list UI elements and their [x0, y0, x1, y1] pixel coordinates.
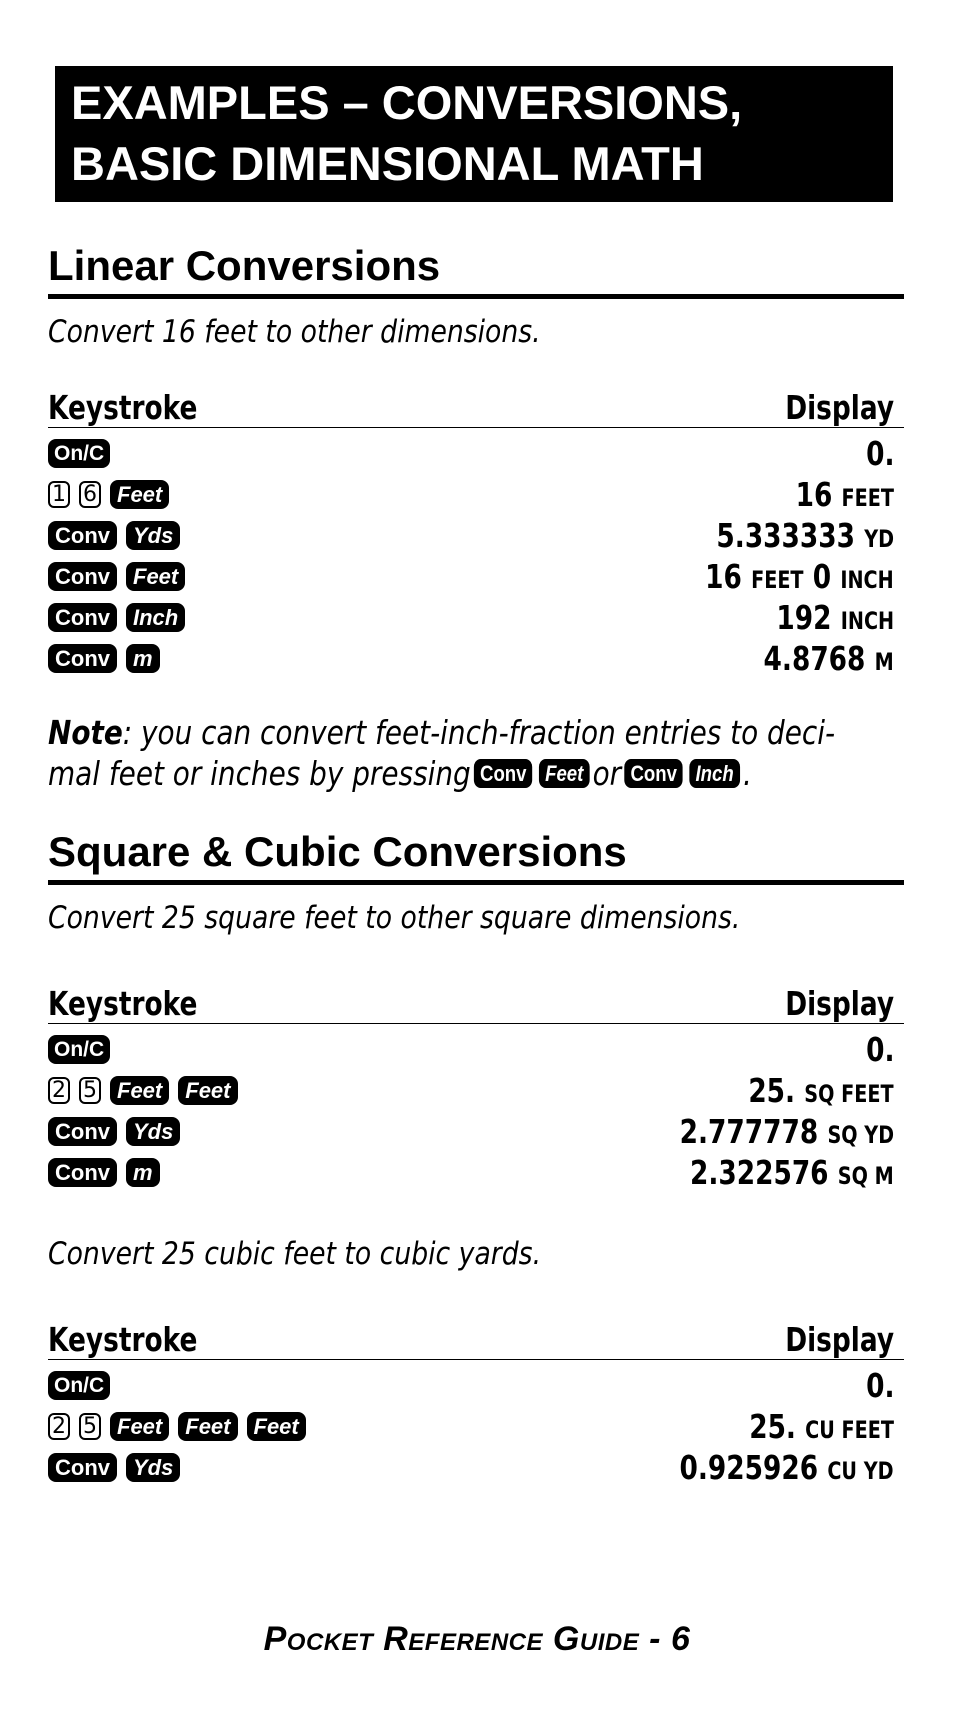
linear-table	[48, 383, 904, 679]
keystroke-column-header: Keystroke	[48, 1320, 198, 1359]
linear-section	[48, 240, 904, 299]
m-key: m	[126, 1158, 160, 1187]
banner-line-1: EXAMPLES – CONVERSIONS,	[71, 76, 743, 129]
display-column-header: Display	[785, 1320, 894, 1359]
cubic-table-header	[48, 1315, 904, 1360]
display-unit: SQ FEET	[804, 1080, 894, 1108]
feet-key: Feet	[247, 1412, 306, 1441]
on-c-key: On/C	[48, 439, 110, 468]
display-unit: SQ YD	[827, 1121, 894, 1149]
display-value: 192	[776, 598, 832, 637]
feet-key: Feet	[178, 1076, 237, 1105]
keystroke-column-header: Keystroke	[48, 984, 198, 1023]
cubic-intro: Convert 25 cubic feet to cubic yards.	[48, 1236, 542, 1272]
linear-intro: Convert 16 feet to other dimensions.	[48, 314, 541, 350]
table-row	[48, 1406, 904, 1447]
digit-1-key: 1	[48, 481, 70, 508]
display-value: 2.777778	[679, 1112, 819, 1151]
conv-key: Conv	[48, 562, 117, 591]
conversion-note	[48, 712, 893, 794]
table-row	[48, 1447, 904, 1488]
inch-key: Inch	[690, 759, 740, 788]
on-c-key: On/C	[48, 1371, 110, 1400]
square-cubic-heading: Square & Cubic Conversions	[48, 826, 904, 885]
table-row	[48, 1365, 904, 1406]
feet-key: Feet	[110, 1412, 169, 1441]
table-row	[48, 433, 904, 474]
display-unit: YD	[864, 525, 894, 553]
digit-5-key: 5	[79, 1077, 101, 1104]
digit-2-key: 2	[48, 1413, 70, 1440]
digit-6-key: 6	[79, 481, 101, 508]
display-value: 16	[705, 557, 743, 596]
feet-key: Feet	[126, 562, 185, 591]
conv-key: Conv	[474, 759, 532, 788]
note-or: or	[592, 754, 622, 793]
digit-2-key: 2	[48, 1077, 70, 1104]
display-unit: CU YD	[827, 1457, 894, 1485]
banner-line-2: BASIC DIMENSIONAL MATH	[71, 137, 704, 190]
digit-5-key: 5	[79, 1413, 101, 1440]
display-value: 25.	[748, 1071, 796, 1110]
conv-key: Conv	[48, 644, 117, 673]
feet-key: Feet	[178, 1412, 237, 1441]
display-value: 0.	[865, 434, 894, 473]
conv-key: Conv	[48, 603, 117, 632]
feet-key: Feet	[110, 480, 169, 509]
note-text-1: : you can convert feet-inch-fraction entries to deci-	[122, 713, 836, 752]
table-row	[48, 1152, 904, 1193]
display-value: 4.8768	[763, 639, 866, 678]
table-row	[48, 556, 904, 597]
conv-key: Conv	[48, 1158, 117, 1187]
table-row	[48, 597, 904, 638]
display-unit: SQ M	[838, 1162, 894, 1190]
table-row	[48, 515, 904, 556]
table-row	[48, 638, 904, 679]
display-column-header: Display	[785, 388, 894, 427]
square-table	[48, 979, 904, 1193]
cubic-table	[48, 1315, 904, 1488]
display-value: 0.925926	[679, 1448, 819, 1487]
table-row	[48, 1029, 904, 1070]
display-value: 0.	[865, 1366, 894, 1405]
display-unit: CU FEET	[805, 1416, 894, 1444]
linear-heading: Linear Conversions	[48, 240, 904, 299]
square-table-header	[48, 979, 904, 1024]
yds-key: Yds	[126, 1117, 180, 1146]
table-row	[48, 474, 904, 515]
square-intro: Convert 25 square feet to other square dimensions.	[48, 900, 741, 936]
table-row	[48, 1111, 904, 1152]
display-unit: FEET	[751, 566, 804, 594]
feet-key: Feet	[539, 759, 589, 788]
m-key: m	[126, 644, 160, 673]
display-value-2: 0	[813, 557, 832, 596]
display-value: 0.	[865, 1030, 894, 1069]
on-c-key: On/C	[48, 1035, 110, 1064]
feet-key: Feet	[110, 1076, 169, 1105]
table-row	[48, 1070, 904, 1111]
display-value: 16	[795, 475, 833, 514]
note-text-2: mal feet or inches by pressing	[48, 754, 471, 793]
conv-key: Conv	[625, 759, 683, 788]
square-cubic-section	[48, 826, 904, 885]
chapter-banner	[55, 66, 893, 202]
keystroke-column-header: Keystroke	[48, 388, 198, 427]
display-value: 2.322576	[690, 1153, 829, 1192]
conv-key: Conv	[48, 521, 117, 550]
display-unit: FEET	[841, 484, 894, 512]
display-unit-2: INCH	[840, 566, 894, 594]
note-end: .	[743, 754, 752, 793]
conv-key: Conv	[48, 1117, 117, 1146]
display-value: 5.333333	[716, 516, 855, 555]
display-unit: M	[874, 648, 894, 676]
yds-key: Yds	[126, 1453, 180, 1482]
yds-key: Yds	[126, 521, 180, 550]
display-column-header: Display	[785, 984, 894, 1023]
page-footer: Pocket Reference Guide - 6	[263, 1620, 691, 1658]
linear-table-header	[48, 383, 904, 428]
conv-key: Conv	[48, 1453, 117, 1482]
display-value: 25.	[749, 1407, 796, 1446]
inch-key: Inch	[126, 603, 185, 632]
display-unit: INCH	[840, 607, 894, 635]
note-label: Note	[48, 713, 123, 752]
